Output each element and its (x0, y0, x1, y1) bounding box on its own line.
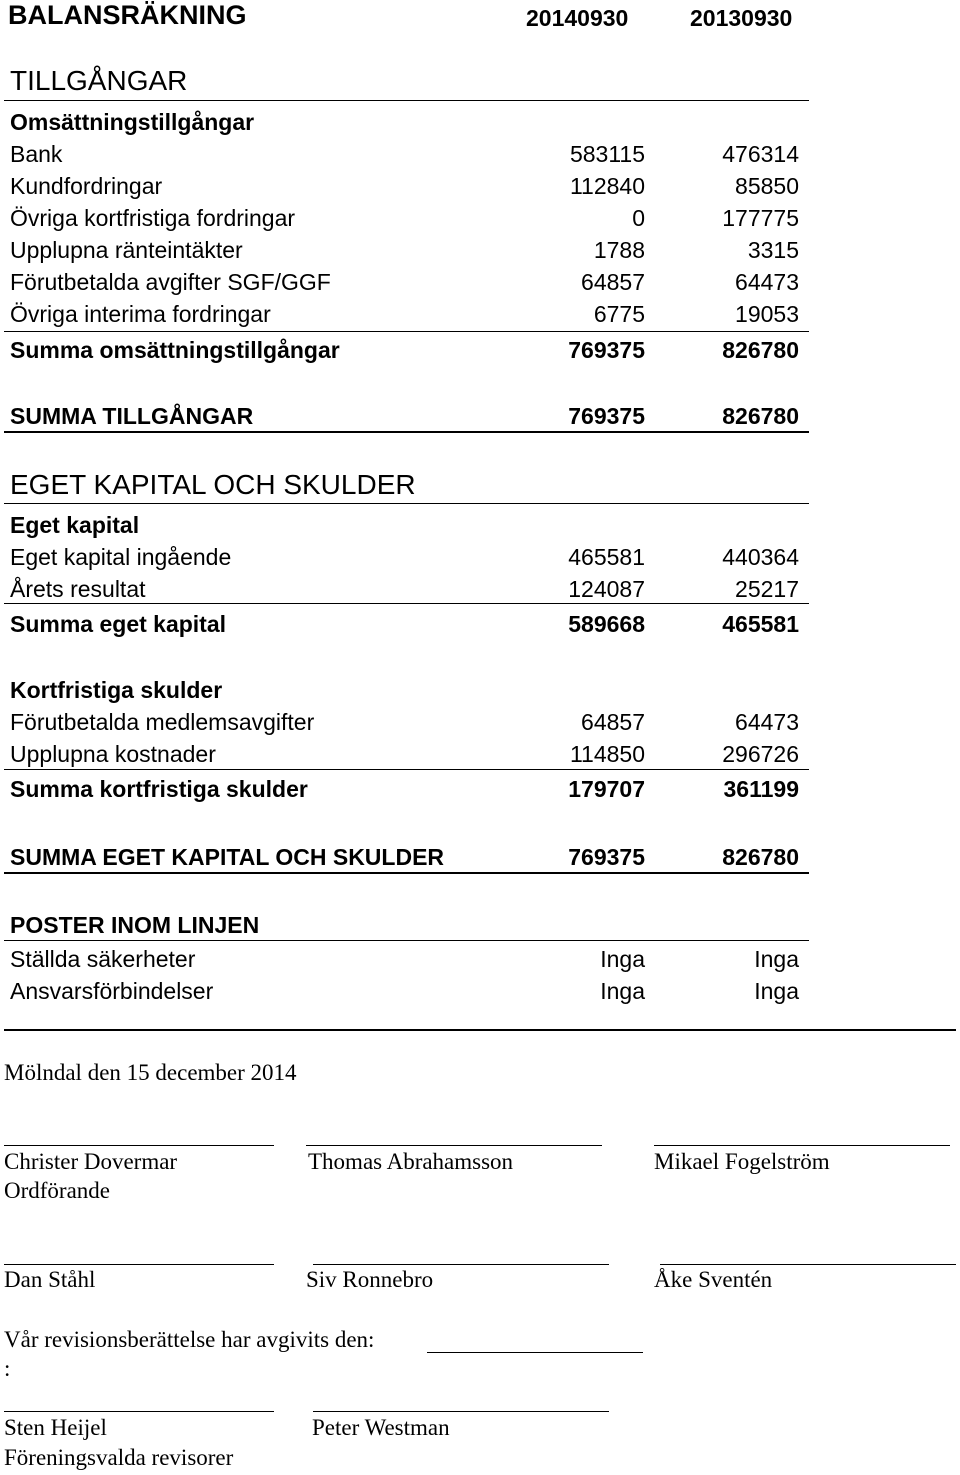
section-heading-equity-liabilities: EGET KAPITAL OCH SKULDER (10, 469, 416, 500)
row-label: Årets resultat (10, 576, 146, 602)
subheading-equity (10, 509, 805, 539)
row-value-2013: 19053 (735, 301, 799, 327)
row-label: Bank (10, 141, 63, 167)
row-value-2014: 769375 (568, 844, 645, 870)
row-label: Summa eget kapital (10, 611, 227, 637)
section-separator (4, 1029, 956, 1031)
signatory-name: Åke Sventén (654, 1267, 773, 1292)
document-title: BALANSRÄKNING (8, 0, 247, 30)
row-value-2013: 85850 (735, 173, 799, 199)
row-value-2014: 179707 (568, 776, 645, 802)
year-column-2: 20130930 (690, 5, 793, 31)
row-value-2014: 64857 (581, 709, 645, 735)
row-value-2014: 589668 (568, 611, 645, 637)
table-row (10, 573, 805, 603)
signatory-name: Thomas Abrahamsson (308, 1149, 514, 1174)
row-value-2013: 826780 (722, 337, 799, 363)
signature-line (313, 1264, 609, 1265)
row-value-2014: 114850 (569, 741, 645, 767)
subtotal-row (10, 773, 805, 803)
row-label: Omsättningstillgångar (10, 109, 255, 135)
table-row (10, 138, 805, 168)
signatory-name: Siv Ronnebro (306, 1267, 434, 1292)
place-and-date: Mölndal den 15 december 2014 (4, 1060, 297, 1085)
table-row (10, 975, 805, 1005)
table-row (10, 234, 805, 264)
row-label: Kortfristiga skulder (10, 677, 223, 703)
year-column-1: 20140930 (526, 5, 629, 31)
row-value-2013: 465581 (722, 611, 799, 637)
table-row (10, 170, 805, 200)
row-value-2014: 465581 (568, 544, 645, 570)
row-label: Upplupna ränteintäkter (10, 237, 243, 263)
row-label: SUMMA EGET KAPITAL OCH SKULDER (10, 844, 445, 870)
row-value-2014: 0 (632, 205, 645, 231)
signature-line (313, 1411, 609, 1412)
row-value-2013: Inga (754, 978, 799, 1004)
subheading-current-assets (10, 106, 805, 136)
table-row (10, 202, 805, 232)
row-value-2013: 826780 (722, 844, 799, 870)
divider (4, 100, 809, 101)
section-heading-assets: TILLGÅNGAR (10, 65, 188, 96)
row-value-2014: Inga (600, 946, 645, 972)
row-label: SUMMA TILLGÅNGAR (10, 403, 254, 429)
audit-note: Vår revisionsberättelse har avgivits den: (4, 1327, 375, 1352)
subtotal-row (10, 608, 805, 638)
table-row (10, 266, 805, 296)
row-value-2013: 177775 (722, 205, 799, 231)
row-value-2014: 64857 (581, 269, 645, 295)
divider (4, 503, 809, 504)
row-value-2014: 769375 (568, 403, 645, 429)
divider (4, 872, 809, 874)
auditors-role: Föreningsvalda revisorer (4, 1445, 234, 1470)
audit-date-line (427, 1352, 643, 1353)
divider (4, 603, 809, 604)
total-row (10, 400, 805, 430)
table-row (10, 706, 805, 736)
signature-line (4, 1264, 274, 1265)
row-label: Kundfordringar (10, 173, 163, 199)
row-value-2013: 64473 (735, 269, 799, 295)
row-value-2013: 25217 (735, 576, 799, 602)
row-value-2013: Inga (754, 946, 799, 972)
signatory-name: Dan Ståhl (4, 1267, 96, 1292)
row-label: Ansvarsförbindelser (10, 978, 214, 1004)
divider (4, 940, 809, 941)
divider (4, 331, 809, 332)
auditor-name: Sten Heijel (4, 1415, 107, 1440)
row-label: Summa kortfristiga skulder (10, 776, 308, 802)
row-value-2014: 1788 (593, 237, 645, 263)
signatory-name: Christer Dovermar (4, 1149, 178, 1174)
row-label: POSTER INOM LINJEN (10, 912, 260, 938)
row-label: Övriga interima fordringar (10, 301, 271, 327)
row-value-2014: Inga (600, 978, 645, 1004)
row-value-2014: 124087 (568, 576, 645, 602)
colon-mark: : (4, 1356, 11, 1381)
row-label: Förutbetalda medlemsavgifter (10, 709, 315, 735)
divider (4, 769, 809, 770)
subtotal-row (10, 334, 805, 364)
row-label: Upplupna kostnader (10, 741, 216, 767)
row-value-2013: 476314 (722, 141, 799, 167)
signatory-role: Ordförande (4, 1178, 111, 1203)
row-value-2013: 64473 (735, 709, 799, 735)
section-heading-off-balance (10, 909, 805, 939)
subheading-short-term-liabilities (10, 674, 805, 704)
signature-line (654, 1145, 950, 1146)
signature-line (4, 1411, 274, 1412)
row-label: Summa omsättningstillgångar (10, 337, 340, 363)
row-value-2014: 112840 (569, 173, 645, 199)
table-row (10, 298, 805, 328)
row-label: Förutbetalda avgifter SGF/GGF (10, 269, 331, 295)
auditor-name: Peter Westman (312, 1415, 450, 1440)
signature-line (660, 1264, 956, 1265)
table-row (10, 541, 805, 571)
row-value-2013: 361199 (723, 776, 799, 802)
signature-line (306, 1145, 602, 1146)
signatory-name: Mikael Fogelström (654, 1149, 830, 1174)
row-label: Eget kapital (10, 512, 140, 538)
signature-line (4, 1145, 274, 1146)
row-value-2013: 296726 (722, 741, 799, 767)
row-label: Eget kapital ingående (10, 544, 232, 570)
row-value-2013: 826780 (722, 403, 799, 429)
row-label: Ställda säkerheter (10, 946, 196, 972)
row-value-2014: 6775 (593, 301, 645, 327)
table-row (10, 738, 805, 768)
row-value-2013: 440364 (722, 544, 799, 570)
table-row (10, 943, 805, 973)
row-label: Övriga kortfristiga fordringar (10, 205, 296, 231)
total-row (10, 841, 805, 871)
row-value-2014: 583115 (569, 141, 645, 167)
row-value-2014: 769375 (568, 337, 645, 363)
row-value-2013: 3315 (747, 237, 799, 263)
divider (4, 431, 809, 433)
